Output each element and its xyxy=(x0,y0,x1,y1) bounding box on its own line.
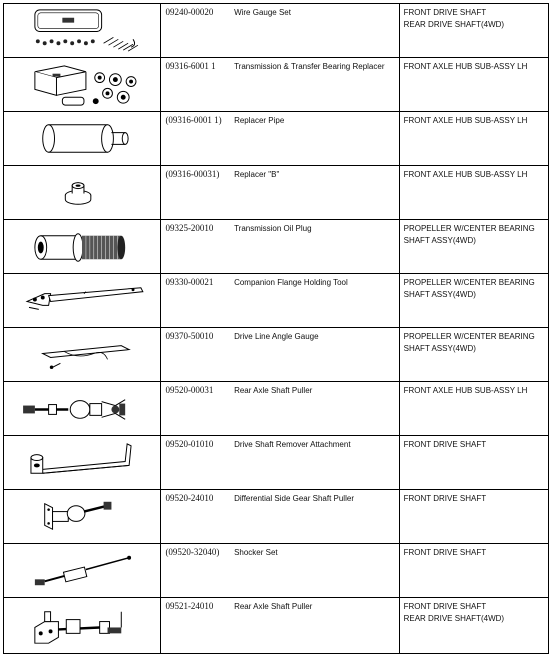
usage-item: PROPELLER W/CENTER BEARING xyxy=(403,278,535,287)
tool-name: Transmission Oil Plug xyxy=(234,224,312,233)
tool-name: Differential Side Gear Shaft Puller xyxy=(234,494,354,503)
tool-name: Replacer "B" xyxy=(234,170,280,179)
replacer-pipe-icon xyxy=(4,112,159,165)
tool-name: Companion Flange Holding Tool xyxy=(234,278,348,287)
tool-illustration-cell xyxy=(4,328,161,382)
axle-shaft-puller-icon xyxy=(4,382,159,435)
usage-list xyxy=(400,598,548,625)
special-service-tools-table xyxy=(3,3,549,654)
part-number: 09325-20010 xyxy=(165,223,214,233)
usage-list xyxy=(400,490,548,505)
shocker-set-icon xyxy=(4,544,159,597)
tool-name: Drive Shaft Remover Attachment xyxy=(234,440,351,449)
usage-list xyxy=(400,112,548,127)
table-row xyxy=(4,274,549,328)
tool-name: Transmission & Transfer Bearing Replacer xyxy=(234,62,385,71)
part-number: (09520-32040) xyxy=(165,547,220,557)
tool-illustration-cell xyxy=(4,436,161,490)
usage-item: PROPELLER W/CENTER BEARING xyxy=(403,332,535,341)
tool-name: Replacer Pipe xyxy=(234,116,285,125)
wire-gauge-set-icon xyxy=(4,4,159,57)
table-row xyxy=(4,4,549,58)
usage-list xyxy=(400,544,548,559)
part-number: 09240-00020 xyxy=(165,7,214,17)
part-number: (09316-00031) xyxy=(165,169,220,179)
usage-item: REAR DRIVE SHAFT(4WD) xyxy=(403,20,505,29)
part-number: 09520-24010 xyxy=(165,493,214,503)
tool-illustration-cell xyxy=(4,4,161,58)
tool-illustration-cell xyxy=(4,166,161,220)
tool-name: Wire Gauge Set xyxy=(234,8,291,17)
usage-item: FRONT AXLE HUB SUB-ASSY LH xyxy=(403,170,528,179)
usage-list xyxy=(400,166,548,181)
oil-plug-icon xyxy=(4,220,159,273)
tool-illustration-cell xyxy=(4,58,161,112)
part-number: 09370-50010 xyxy=(165,331,214,341)
usage-list xyxy=(400,274,548,301)
tool-illustration-cell xyxy=(4,382,161,436)
bearing-replacer-set-icon xyxy=(4,58,159,111)
remover-attachment-icon xyxy=(4,436,159,489)
tool-illustration-cell xyxy=(4,274,161,328)
table-row xyxy=(4,598,549,654)
part-number: 09330-00021 xyxy=(165,277,214,287)
part-number: 09521-24010 xyxy=(165,601,214,611)
tool-illustration-cell xyxy=(4,220,161,274)
table-row xyxy=(4,166,549,220)
tool-illustration-cell xyxy=(4,544,161,598)
usage-item: FRONT DRIVE SHAFT xyxy=(403,548,487,557)
side-gear-puller-icon xyxy=(4,490,159,543)
tool-name: Shocker Set xyxy=(234,548,278,557)
usage-item: PROPELLER W/CENTER BEARING xyxy=(403,224,535,233)
usage-item: FRONT AXLE HUB SUB-ASSY LH xyxy=(403,386,528,395)
tool-name: Rear Axle Shaft Puller xyxy=(234,602,313,611)
tool-name: Drive Line Angle Gauge xyxy=(234,332,319,341)
table-row xyxy=(4,544,549,598)
usage-list xyxy=(400,4,548,31)
usage-list xyxy=(400,436,548,451)
part-number: (09316-0001 1) xyxy=(165,115,222,125)
table-row xyxy=(4,328,549,382)
usage-list xyxy=(400,382,548,397)
table-row xyxy=(4,58,549,112)
usage-item: SHAFT ASSY(4WD) xyxy=(403,290,476,299)
tool-name: Rear Axle Shaft Puller xyxy=(234,386,313,395)
usage-list xyxy=(400,58,548,73)
usage-item: REAR DRIVE SHAFT(4WD) xyxy=(403,614,505,623)
usage-list xyxy=(400,220,548,247)
table-row xyxy=(4,490,549,544)
usage-item: FRONT DRIVE SHAFT xyxy=(403,494,487,503)
part-number: 09520-01010 xyxy=(165,439,214,449)
replacer-b-icon xyxy=(4,166,159,219)
angle-gauge-icon xyxy=(4,328,159,381)
flange-holding-tool-icon xyxy=(4,274,159,327)
tool-illustration-cell xyxy=(4,112,161,166)
rear-axle-puller-icon xyxy=(4,598,159,653)
part-number: 09520-00031 xyxy=(165,385,214,395)
usage-item: FRONT AXLE HUB SUB-ASSY LH xyxy=(403,62,528,71)
table-row xyxy=(4,382,549,436)
usage-item: SHAFT ASSY(4WD) xyxy=(403,344,476,353)
part-number: 09316-6001 1 xyxy=(165,61,216,71)
tool-illustration-cell xyxy=(4,490,161,544)
table-row xyxy=(4,112,549,166)
usage-item: FRONT DRIVE SHAFT xyxy=(403,440,487,449)
table-row xyxy=(4,220,549,274)
usage-item: SHAFT ASSY(4WD) xyxy=(403,236,476,245)
tool-illustration-cell xyxy=(4,598,161,654)
usage-item: FRONT DRIVE SHAFT xyxy=(403,8,487,17)
table-row xyxy=(4,436,549,490)
usage-item: FRONT AXLE HUB SUB-ASSY LH xyxy=(403,116,528,125)
usage-list xyxy=(400,328,548,355)
usage-item: FRONT DRIVE SHAFT xyxy=(403,602,487,611)
